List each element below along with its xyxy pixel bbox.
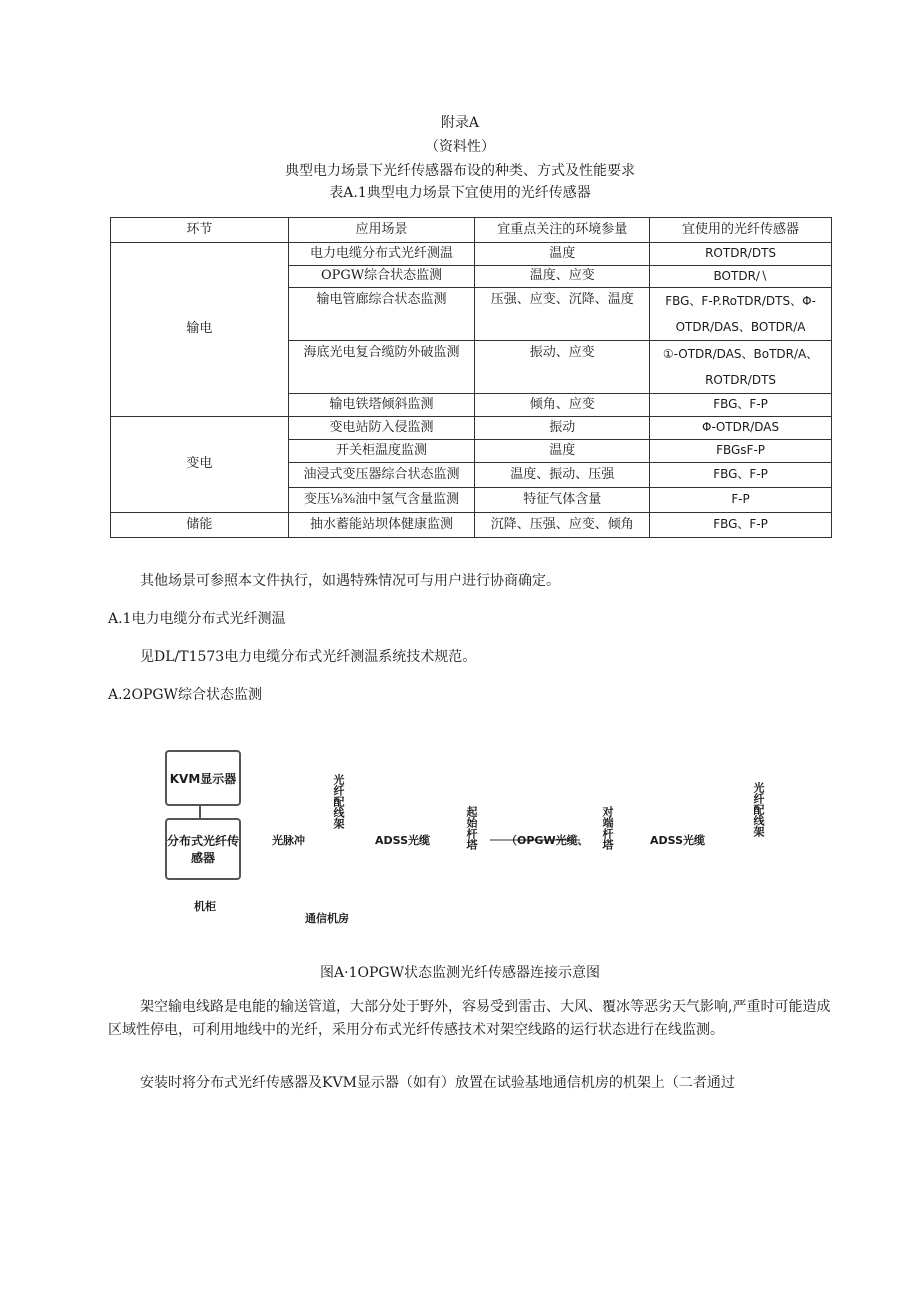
figure-caption: 图A·1OPGW状态监测光纤传感器连接示意图	[320, 965, 600, 981]
sensor-cell: F-P	[650, 488, 832, 513]
scene-cell: OPGW综合状态监测	[288, 266, 475, 288]
appendix-title: 典型电力场景下光纤传感器布设的种类、方式及性能要求	[285, 163, 635, 179]
sensor-table	[110, 217, 832, 538]
adss-left-label: ADSS光缆	[375, 834, 430, 847]
overhead-line-paragraph: 架空输电线路是电能的输送管道，大部分处于野外，容易受到雷击、大风、覆冰等恶劣天气影响,严重时可能造成区域性停电，可利用地线中的光纤，采用分布式光纤传感技术对架空线路的运行状态进行在线监测。	[108, 999, 831, 1038]
scene-cell: 变电站防入侵监测	[288, 417, 475, 440]
param-cell: 压强、应变、沉降、温度	[475, 288, 650, 341]
distributed-sensor-box: 分布式光纤传感器	[165, 818, 241, 880]
section-a2-heading: A.2OPGW综合状态监测	[108, 687, 262, 703]
column-header: 应用场景	[288, 218, 475, 243]
scene-cell: 输电铁塔倾斜监测	[288, 394, 475, 417]
scene-cell: 输电管廊综合状态监测	[288, 288, 475, 341]
section-a1-text: 见DL/T1573电力电缆分布式光纤测温系统技术规范。	[140, 649, 477, 665]
param-cell: 温度、应变	[475, 266, 650, 288]
end-tower-label: 对端杆塔	[601, 806, 614, 850]
scene-cell: 油浸式变压器综合状态监测	[288, 463, 475, 488]
sensor-cell: FBG、F-P.RoTDR/DTS、Φ-OTDR/DAS、BOTDR/A	[650, 288, 832, 341]
param-cell: 倾角、应变	[475, 394, 650, 417]
param-cell: 温度	[475, 440, 650, 463]
param-cell: 温度、振动、压强	[475, 463, 650, 488]
sensor-cell: FBG、F-P	[650, 394, 832, 417]
light-pulse-label: 光脉冲	[272, 834, 305, 847]
section-a1-heading: A.1电力电缆分布式光纤测温	[108, 611, 286, 627]
table-row	[111, 513, 832, 538]
sensor-cell: ①-OTDR/DAS、BoTDR/A、ROTDR/DTS	[650, 341, 832, 394]
odf-left-label: 光纤配线架	[332, 774, 345, 829]
installation-paragraph: 安装时将分布式光纤传感器及KVM显示器（如有）放置在试验基地通信机房的机架上（二者通过	[140, 1075, 735, 1091]
sensor-cell: BOTDR∕∖	[650, 266, 832, 288]
comm-room-label: 通信机房	[305, 912, 349, 925]
adss-right-label: ADSS光缆	[650, 834, 705, 847]
scene-cell: 变压⅛⅜油中氢气含量监测	[288, 488, 475, 513]
segment-cell: 输电	[111, 243, 289, 417]
table-caption: 表A.1典型电力场景下宜使用的光纤传感器	[329, 185, 591, 201]
table-row	[111, 417, 832, 440]
scene-cell: 电力电缆分布式光纤测温	[288, 243, 475, 266]
param-cell: 振动	[475, 417, 650, 440]
opgw-label: （OPGW光缆、	[506, 834, 589, 847]
column-header: 宜重点关注的环境参量	[475, 218, 650, 243]
appendix-label: 附录A	[440, 115, 480, 131]
sensor-cell: FBGsF-P	[650, 440, 832, 463]
sensor-cell: Φ-OTDR/DAS	[650, 417, 832, 440]
table-row	[111, 243, 832, 266]
start-tower-label: 起始杆塔	[465, 806, 478, 850]
segment-cell: 储能	[111, 513, 289, 538]
sensor-cell: FBG、F-P	[650, 463, 832, 488]
scene-cell: 海底光电复合缆防外破监测	[288, 341, 475, 394]
kvm-display-box: KVM显示器	[165, 750, 241, 806]
param-cell: 沉降、压强、应变、倾角	[475, 513, 650, 538]
cabinet-label: 机柜	[194, 900, 216, 913]
param-cell: 特征气体含量	[475, 488, 650, 513]
param-cell: 温度	[475, 243, 650, 266]
table-header-row	[111, 218, 832, 243]
param-cell: 振动、应变	[475, 341, 650, 394]
opgw-connection-diagram	[150, 740, 790, 940]
segment-cell: 变电	[111, 417, 289, 513]
other-scenes-paragraph: 其他场景可参照本文件执行，如遇特殊情况可与用户进行协商确定。	[140, 573, 560, 589]
appendix-nature: （资料性）	[425, 139, 495, 155]
column-header: 宜使用的光纤传感器	[650, 218, 832, 243]
odf-right-label: 光纤配线架	[752, 782, 765, 837]
sensor-cell: FBG、F-P	[650, 513, 832, 538]
sensor-cell: ROTDR/DTS	[650, 243, 832, 266]
column-header: 环节	[111, 218, 289, 243]
scene-cell: 开关柜温度监测	[288, 440, 475, 463]
scene-cell: 抽水蓄能站坝体健康监测	[288, 513, 475, 538]
